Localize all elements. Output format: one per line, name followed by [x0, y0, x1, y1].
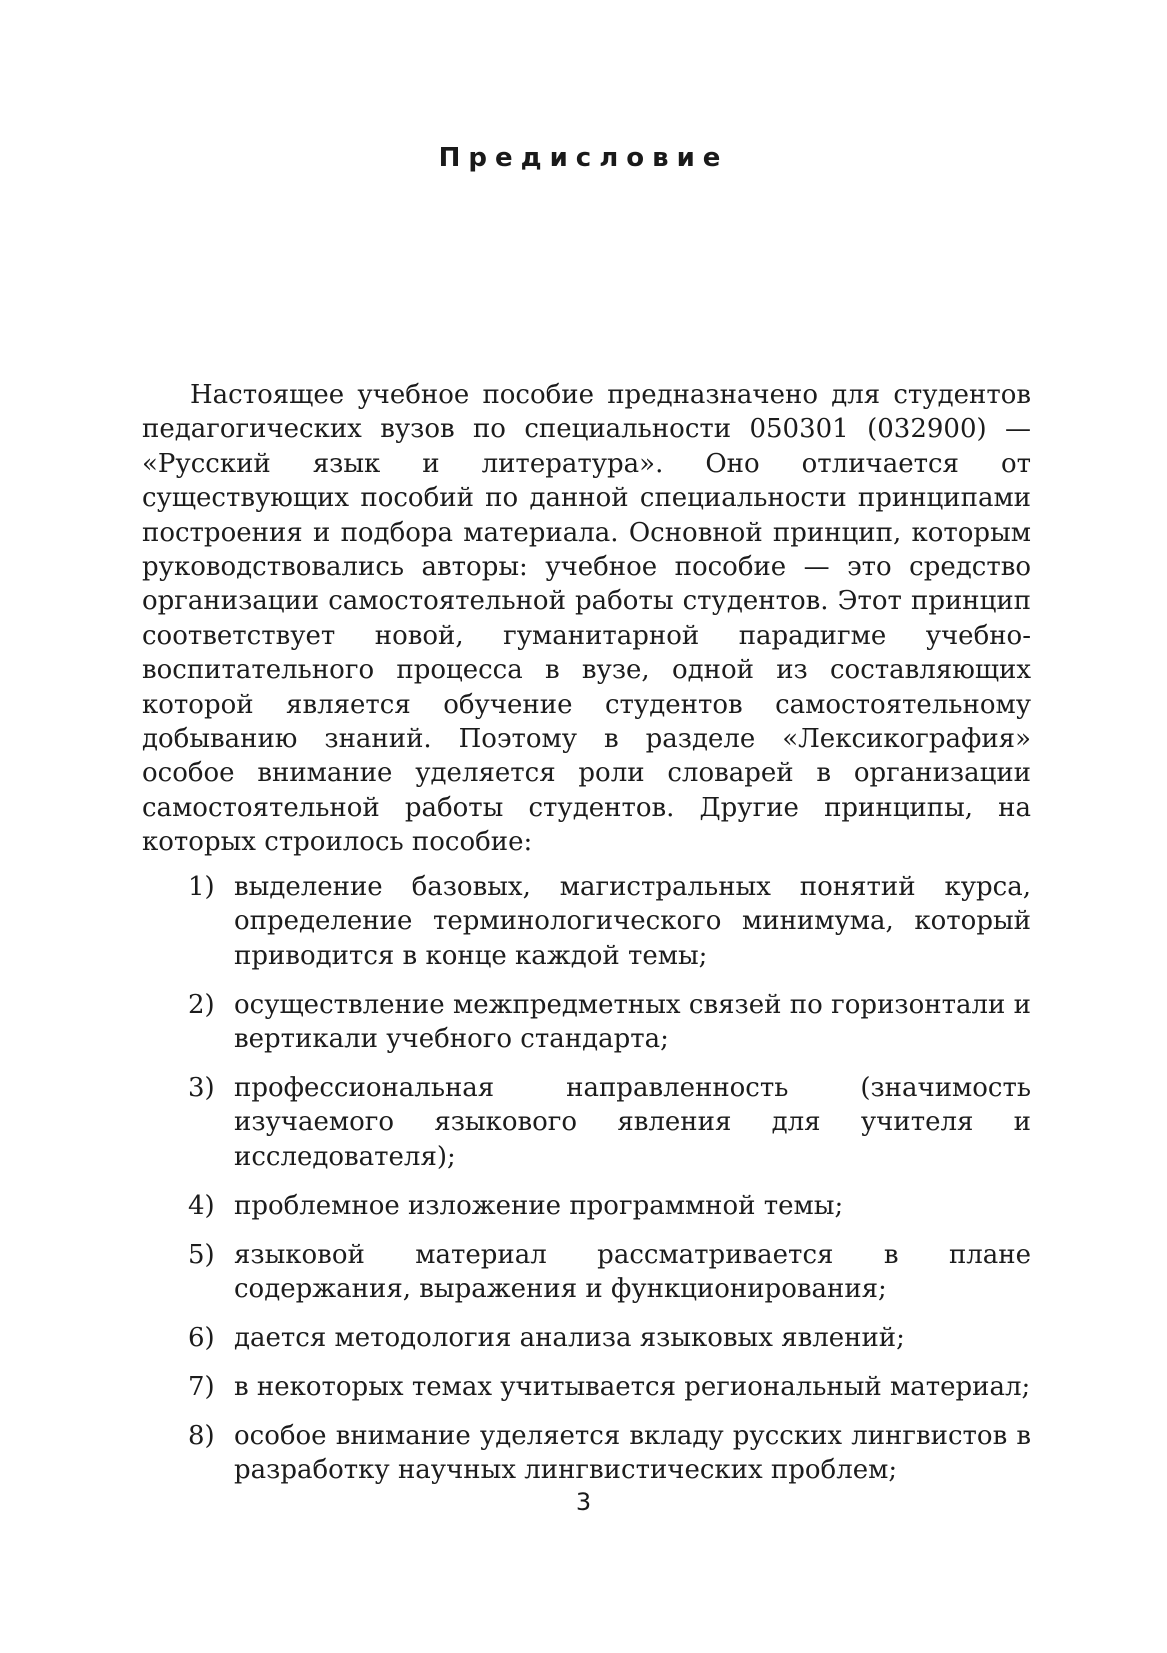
list-item-number: 3) — [188, 1073, 215, 1104]
list-item-number: 6) — [188, 1322, 215, 1353]
list-item — [142, 1189, 1031, 1223]
list-item — [142, 870, 1031, 973]
list-item-text: особое внимание уделяется вкладу русских лингвистов в разработку научных лингвистических проблем; — [234, 1420, 1031, 1486]
list-item-text: языковой материал рассматривается в плане содержания, выражения и функционирования; — [234, 1239, 1031, 1305]
list-item — [142, 1238, 1031, 1307]
list-item — [142, 1370, 1031, 1404]
page-number: 3 — [575, 1488, 592, 1516]
page-title: Предисловие — [438, 143, 729, 173]
list-item-text: выделение базовых, магистральных понятий курса, определение терминологического минимума, который приводится в конце каждой темы; — [234, 872, 1031, 971]
list-item-number: 5) — [188, 1239, 215, 1270]
list-item-number: 7) — [188, 1371, 215, 1402]
list-item-text: дается методология анализа языковых явлений; — [234, 1322, 905, 1353]
list-item-text: в некоторых темах учитывается региональный материал; — [234, 1371, 1031, 1402]
list-item — [142, 1419, 1031, 1488]
list-item-number: 2) — [188, 989, 215, 1020]
list-item — [142, 1321, 1031, 1355]
list-item-number: 4) — [188, 1190, 215, 1221]
list-item-number: 8) — [188, 1420, 215, 1451]
list-item-text: проблемное изложение программной темы; — [234, 1190, 844, 1221]
list-item — [142, 1071, 1031, 1174]
list-item-text: профессиональная направленность (значимость изучаемого языкового явления для учителя и исследователя); — [234, 1073, 1031, 1172]
list-item-number: 1) — [188, 872, 215, 902]
intro-paragraph: Настоящее учебное пособие предназначено для студентов педагогических вузов по специальности 050301 (032900) — «Русский язык и литература». Оно отличается от существующих пособий по данной специальности принципами построения и подбора материала. Основной принцип, которым руководствовались авторы: учебное пособие — это средство организации самостоятельной работы студентов. Этот принцип соответствует новой, гуманитарной парадигме учебно-воспитательного процесса в вузе, одной из составляющих которой является обучение студентов самостоятельному добыванию знаний. Поэтому в разделе «Лексикография» особое внимание уделяется роли словарей в организации самостоятельной работы студентов. Другие принципы, на которых строилось пособие: — [142, 380, 1031, 858]
list-item-text: осуществление межпредметных связей по горизонтали и вертикали учебного стандарта; — [234, 989, 1031, 1055]
list-item — [142, 988, 1031, 1057]
principles-list — [142, 870, 1031, 1502]
